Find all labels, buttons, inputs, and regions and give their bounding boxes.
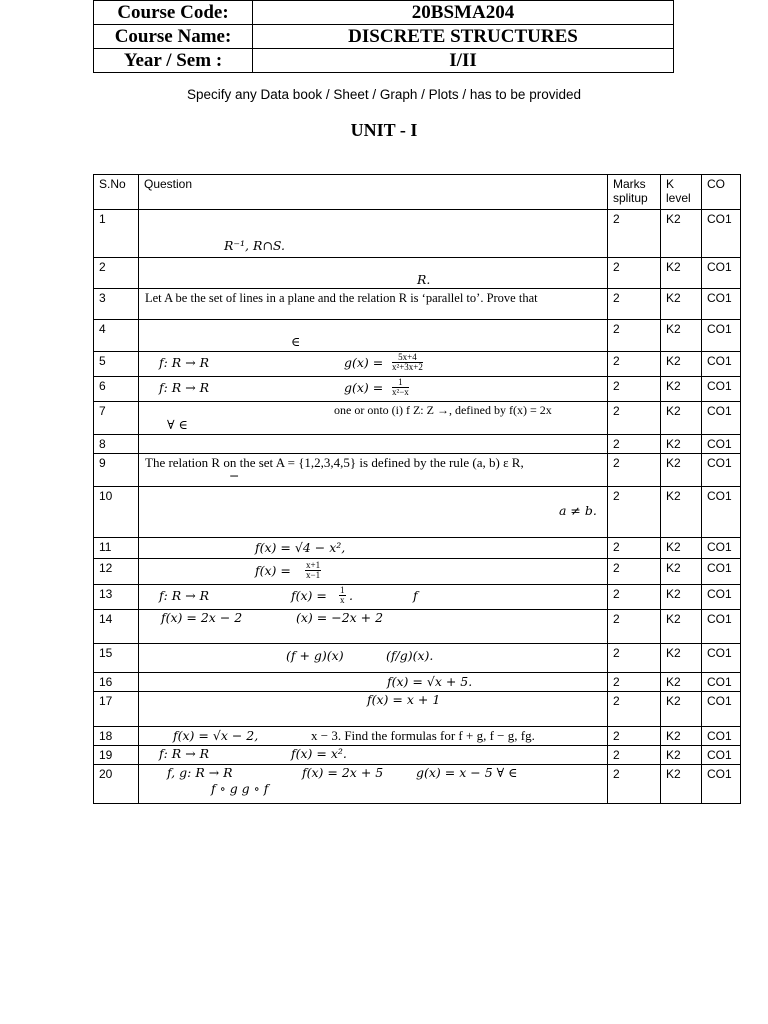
table-row: [94, 258, 741, 289]
row-marks: 2: [608, 210, 661, 258]
question-cell: [139, 435, 608, 454]
row-k-level: K2: [661, 585, 702, 610]
col-k-line1: K: [666, 177, 675, 191]
row-co: CO1: [702, 210, 741, 258]
row-sno: 1: [94, 210, 139, 258]
row-marks: 2: [608, 644, 661, 673]
row-sno: 2: [94, 258, 139, 289]
row-co: CO1: [702, 352, 741, 377]
row-k-level: K2: [661, 692, 702, 727]
table-row: [94, 289, 741, 320]
row-sno: 5: [94, 352, 139, 377]
row-k-level: K2: [661, 377, 702, 402]
row-marks: 2: [608, 402, 661, 435]
fraction-denominator: x: [340, 595, 345, 605]
col-question: Question: [139, 175, 608, 210]
question-fragment: f(x) = x + 1: [367, 692, 441, 707]
question-fragment: (f/g)(x).: [386, 648, 434, 663]
question-cell: [139, 210, 608, 258]
fraction: [392, 353, 423, 372]
question-fragment: one or onto (i) f Z: Z →, defined by f(x) = 2x: [334, 403, 552, 417]
question-fragment: f: R → R: [159, 746, 210, 761]
row-marks: 2: [608, 585, 661, 610]
table-row: [94, 402, 741, 435]
table-row: [94, 746, 741, 765]
question-fragment: g(x) =: [344, 380, 384, 395]
row-co: CO1: [702, 435, 741, 454]
fraction-denominator: x²−x: [392, 387, 409, 397]
col-k-line2: level: [666, 191, 691, 205]
question-cell: [139, 538, 608, 559]
row-sno: 18: [94, 727, 139, 746]
row-marks: 2: [608, 377, 661, 402]
row-co: CO1: [702, 673, 741, 692]
question-cell: [139, 644, 608, 673]
question-fragment: ∀ ∈: [167, 417, 188, 432]
row-sno: 19: [94, 746, 139, 765]
table-row: [94, 559, 741, 585]
question-cell: [139, 610, 608, 644]
row-sno: 10: [94, 487, 139, 538]
row-sno: 12: [94, 559, 139, 585]
row-sno: 13: [94, 585, 139, 610]
question-fragment: x − 3. Find the formulas for f + g, f − g, fg.: [311, 728, 535, 743]
row-k-level: K2: [661, 210, 702, 258]
question-fragment: f: R → R: [159, 588, 210, 603]
table-row: [94, 377, 741, 402]
question-cell: [139, 746, 608, 765]
question-cell: [139, 352, 608, 377]
table-row: [94, 610, 741, 644]
row-marks: 2: [608, 320, 661, 352]
row-co: CO1: [702, 487, 741, 538]
question-fragment: ∈: [291, 334, 301, 349]
question-fragment: .: [349, 588, 353, 603]
question-cell: [139, 559, 608, 585]
col-sno: S.No: [94, 175, 139, 210]
question-cell: [139, 258, 608, 289]
row-k-level: K2: [661, 352, 702, 377]
question-fragment: g(x) =: [344, 355, 384, 370]
question-fragment: −: [229, 468, 240, 483]
row-marks: 2: [608, 352, 661, 377]
row-co: CO1: [702, 765, 741, 804]
row-marks: 2: [608, 610, 661, 644]
table-header-row: [94, 175, 741, 210]
question-fragment: (f + g)(x): [286, 648, 344, 663]
row-marks: 2: [608, 435, 661, 454]
question-cell: [139, 320, 608, 352]
course-code-label: Course Code:: [94, 1, 253, 25]
row-sno: 15: [94, 644, 139, 673]
col-marks-line2: splitup: [613, 191, 648, 205]
row-k-level: K2: [661, 320, 702, 352]
row-marks: 2: [608, 727, 661, 746]
table-row: [94, 352, 741, 377]
question-fragment: The relation R on the set A = {1,2,3,4,5} is defined by the rule (a, b) ε R,: [145, 455, 524, 470]
question-fragment: Let A be the set of lines in a plane and the relation R is ‘parallel to’. Prove that: [145, 291, 538, 305]
question-fragment: f, g: R → R: [167, 765, 233, 780]
row-sno: 17: [94, 692, 139, 727]
row-sno: 14: [94, 610, 139, 644]
row-marks: 2: [608, 538, 661, 559]
row-sno: 20: [94, 765, 139, 804]
course-name: DISCRETE STRUCTURES: [253, 25, 674, 49]
question-fragment: f: R → R: [159, 355, 210, 370]
question-cell: [139, 454, 608, 487]
course-name-label: Course Name:: [94, 25, 253, 49]
row-k-level: K2: [661, 402, 702, 435]
row-sno: 8: [94, 435, 139, 454]
table-row: [94, 454, 741, 487]
table-row: [94, 210, 741, 258]
fraction: [305, 561, 321, 580]
row-k-level: K2: [661, 289, 702, 320]
row-sno: 4: [94, 320, 139, 352]
row-marks: 2: [608, 289, 661, 320]
row-marks: 2: [608, 559, 661, 585]
question-cell: [139, 585, 608, 610]
col-k-level: [661, 175, 702, 210]
row-marks: 2: [608, 765, 661, 804]
question-fragment: f(x) =: [255, 563, 291, 578]
row-sno: 9: [94, 454, 139, 487]
row-co: CO1: [702, 402, 741, 435]
question-fragment: f(x) = √x + 5.: [387, 674, 473, 689]
fraction: [339, 586, 346, 605]
row-co: CO1: [702, 585, 741, 610]
row-sno: 16: [94, 673, 139, 692]
data-book-note: Specify any Data book / Sheet / Graph / Plots / has to be provided: [187, 87, 581, 102]
row-marks: 2: [608, 487, 661, 538]
fraction-numerator: 1: [392, 378, 409, 388]
fraction-numerator: 5x+4: [392, 353, 423, 363]
col-marks: [608, 175, 661, 210]
question-fragment: f(x) =: [291, 588, 327, 603]
row-sno: 7: [94, 402, 139, 435]
course-code: 20BSMA204: [253, 1, 674, 25]
row-co: CO1: [702, 258, 741, 289]
question-fragment: f(x) = √x − 2,: [173, 728, 259, 743]
question-cell: [139, 727, 608, 746]
fraction: [392, 378, 409, 397]
table-row: [94, 644, 741, 673]
row-co: CO1: [702, 610, 741, 644]
table-row: [94, 487, 741, 538]
table-row: [94, 673, 741, 692]
row-co: CO1: [702, 559, 741, 585]
row-sno: 11: [94, 538, 139, 559]
row-marks: 2: [608, 746, 661, 765]
row-k-level: K2: [661, 765, 702, 804]
row-k-level: K2: [661, 746, 702, 765]
question-fragment: f(x) = x².: [291, 746, 347, 761]
question-cell: [139, 765, 608, 804]
row-k-level: K2: [661, 435, 702, 454]
table-row: [94, 435, 741, 454]
row-k-level: K2: [661, 610, 702, 644]
row-k-level: K2: [661, 454, 702, 487]
row-k-level: K2: [661, 487, 702, 538]
question-fragment: f: [413, 588, 418, 603]
row-marks: 2: [608, 692, 661, 727]
question-fragment: f: R → R: [159, 380, 210, 395]
col-marks-line1: Marks: [613, 177, 646, 191]
course-header-table: [93, 0, 674, 73]
question-cell: [139, 692, 608, 727]
fraction-denominator: x−1: [306, 570, 321, 580]
row-k-level: K2: [661, 559, 702, 585]
col-co: CO: [702, 175, 741, 210]
table-row: [94, 585, 741, 610]
question-cell: [139, 673, 608, 692]
row-co: CO1: [702, 454, 741, 487]
row-sno: 3: [94, 289, 139, 320]
row-co: CO1: [702, 644, 741, 673]
row-co: CO1: [702, 692, 741, 727]
question-table: [93, 174, 741, 804]
table-row: [94, 727, 741, 746]
row-co: CO1: [702, 289, 741, 320]
question-cell: [139, 377, 608, 402]
row-sno: 6: [94, 377, 139, 402]
question-cell: [139, 289, 608, 320]
question-fragment: g(x) = x − 5 ∀ ∈: [416, 765, 518, 780]
question-fragment: (x) = −2x + 2: [296, 610, 384, 625]
question-fragment: f(x) = 2x + 5: [302, 765, 384, 780]
table-row: [94, 692, 741, 727]
fraction-denominator: x²+3x+2: [392, 362, 423, 372]
table-row: [94, 320, 741, 352]
table-row: [94, 538, 741, 559]
row-marks: 2: [608, 258, 661, 289]
question-fragment: f(x) = 2x − 2: [161, 610, 243, 625]
question-fragment: R.: [417, 272, 431, 287]
question-fragment: R⁻¹, R∩S.: [224, 238, 285, 253]
fraction-numerator: 1: [340, 585, 345, 595]
question-cell: [139, 402, 608, 435]
row-marks: 2: [608, 673, 661, 692]
year-sem-label: Year / Sem :: [94, 49, 253, 73]
row-co: CO1: [702, 377, 741, 402]
unit-title: UNIT - I: [350, 120, 418, 140]
question-fragment: f(x) = √4 − x²,: [255, 540, 346, 555]
row-co: CO1: [702, 746, 741, 765]
row-marks: 2: [608, 454, 661, 487]
row-co: CO1: [702, 538, 741, 559]
row-k-level: K2: [661, 727, 702, 746]
row-k-level: K2: [661, 673, 702, 692]
question-cell: [139, 487, 608, 538]
row-co: CO1: [702, 727, 741, 746]
row-k-level: K2: [661, 538, 702, 559]
row-k-level: K2: [661, 644, 702, 673]
row-co: CO1: [702, 320, 741, 352]
table-row: [94, 765, 741, 804]
fraction-numerator: x+1: [306, 560, 321, 570]
question-fragment: a ≠ b.: [559, 503, 597, 518]
year-sem: I/II: [253, 49, 674, 73]
question-fragment: f ∘ g g ∘ f: [211, 781, 269, 796]
row-k-level: K2: [661, 258, 702, 289]
